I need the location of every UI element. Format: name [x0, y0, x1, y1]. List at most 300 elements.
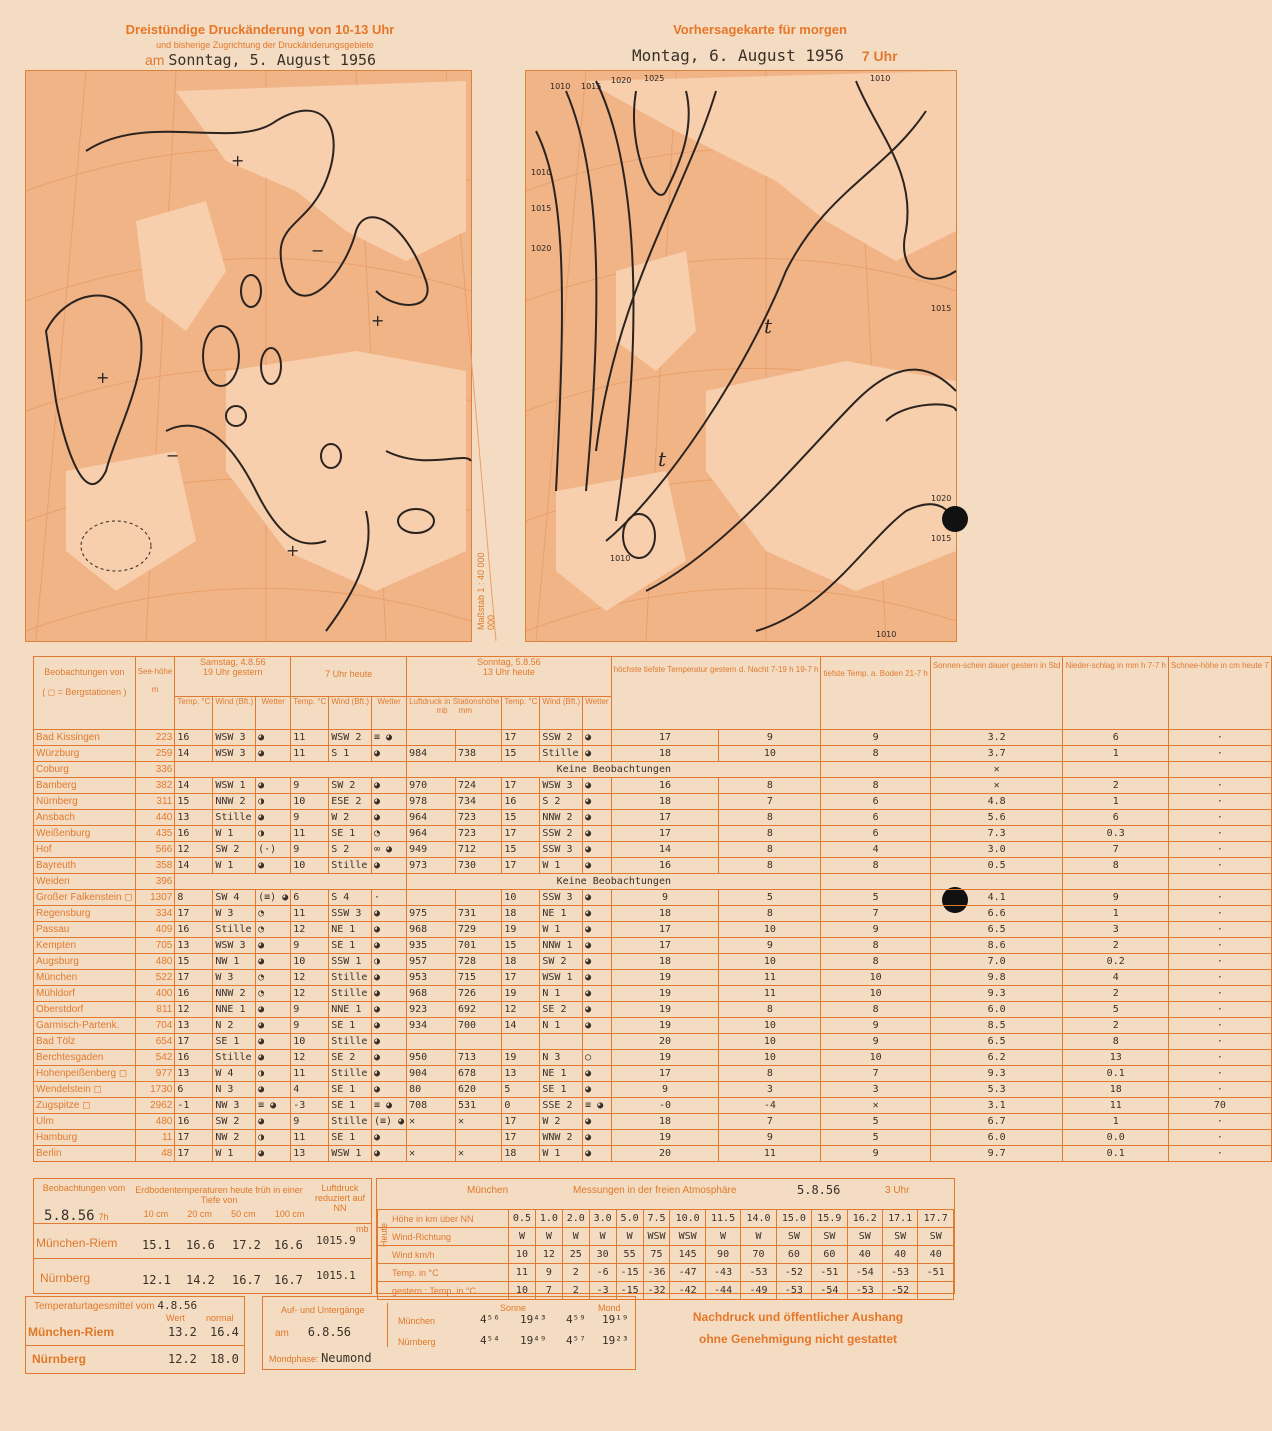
obs-cell-wx13: ◕ — [583, 1114, 611, 1130]
forecast-map-graphic — [526, 71, 956, 641]
atmos-cell: 60 — [812, 1246, 847, 1264]
obs-cell-mb: 975 — [407, 906, 456, 922]
isobar-label: 1010 — [870, 74, 891, 83]
atmos-cell: 40 — [882, 1246, 917, 1264]
sun-am: am — [275, 1328, 289, 1339]
obs-cell-tmax: 20 — [611, 1034, 719, 1050]
soil-depth-label: 50 cm — [231, 1209, 256, 1219]
obs-cell-wx19: ◔ — [256, 906, 291, 922]
isobar-label: 1020 — [931, 494, 952, 503]
obs-cell-tmax: 20 — [611, 1146, 719, 1162]
moon-set: 19²³ — [602, 1334, 629, 1347]
table-row — [34, 874, 1272, 890]
obs-cell-sun: 0.5 — [930, 858, 1063, 874]
obs-cell-elev: 480 — [135, 1114, 175, 1130]
atmos-cell: -52 — [776, 1264, 811, 1282]
obs-cell-mb: 904 — [407, 1066, 456, 1082]
obs-cell-station: Nürnberg — [34, 794, 136, 810]
obs-cell-sun: 7.3 — [930, 826, 1063, 842]
obs-cell-station: Passau — [34, 922, 136, 938]
obs-cell-wx13: ◕ — [583, 906, 611, 922]
obs-cell-wx13: ◕ — [583, 842, 611, 858]
obs-cell-t7: 12 — [291, 1050, 329, 1066]
obs-cell-wx13 — [583, 1034, 611, 1050]
obs-cell-precip: 0.1 — [1063, 1066, 1168, 1082]
reprint-notice-line1: Nachdruck und öffentlicher Aushang — [692, 1310, 904, 1324]
table-row — [34, 826, 1272, 842]
obs-cell-tmax: 19 — [611, 1002, 719, 1018]
obs-cell-tground: 6 — [821, 810, 930, 826]
svg-text:+: + — [371, 311, 385, 330]
scale-label-text: Maßstab — [476, 594, 486, 630]
obs-cell-empty — [175, 762, 407, 778]
obs-cell-wx7: · — [372, 890, 407, 906]
obs-cell-precip — [1063, 874, 1168, 890]
left-map-subtitle: und bisherige Zugrichtung der Druckänderungsgebiete — [156, 40, 374, 50]
obs-cell-t19: 15 — [175, 794, 213, 810]
obs-cell-wx7: ◕ — [372, 1050, 407, 1066]
atmos-row-label: Wind km/h — [378, 1246, 509, 1264]
obs-cell-t13: 17 — [502, 1130, 540, 1146]
obs-cell-elev: 334 — [135, 906, 175, 922]
obs-cell-w13: SSW 2 — [540, 826, 583, 842]
obs-cell-elev: 1730 — [135, 1082, 175, 1098]
obs-cell-precip: 2 — [1063, 938, 1168, 954]
obs-cell-w19: NNW 2 — [213, 794, 256, 810]
tmean-station: München-Riem — [28, 1325, 115, 1339]
obs-cell-tmin: 8 — [719, 1066, 821, 1082]
obs-cell-wx19: ◕ — [256, 1018, 291, 1034]
obs-cell-wx19: ◕ — [256, 1002, 291, 1018]
table-row — [34, 1066, 1272, 1082]
header-ground-temp: tiefste Temp. a. Boden 21-7 h — [821, 657, 930, 730]
table-row — [34, 1130, 1272, 1146]
atmos-cell: 17.1 — [882, 1210, 917, 1228]
obs-cell-tmin: 10 — [719, 746, 821, 762]
obs-cell-snow: · — [1168, 858, 1271, 874]
atmos-cell: -36 — [643, 1264, 670, 1282]
obs-cell-sun: 9.7 — [930, 1146, 1063, 1162]
obs-cell-station: Würzburg — [34, 746, 136, 762]
obs-cell-wx7: ◕ — [372, 1146, 407, 1162]
soil-value: 16.7 — [232, 1273, 261, 1287]
obs-cell-w7: SW 2 — [329, 778, 372, 794]
obs-cell-w7: Stille — [329, 1034, 372, 1050]
obs-cell-w19: W 3 — [213, 970, 256, 986]
atmos-cell: 16.2 — [847, 1210, 882, 1228]
table-row — [34, 1050, 1272, 1066]
obs-cell-tground: 8 — [821, 954, 930, 970]
obs-cell-tmax: 17 — [611, 922, 719, 938]
obs-cell-tground: 9 — [821, 922, 930, 938]
obs-cell-tmin: 9 — [719, 938, 821, 954]
obs-cell-w7: SE 1 — [329, 1130, 372, 1146]
obs-cell-wx13: ◕ — [583, 1146, 611, 1162]
table-row — [34, 922, 1272, 938]
no-observations-note: Keine Beobachtungen — [407, 762, 821, 778]
obs-cell-sun: 4.1 — [930, 890, 1063, 906]
obs-cell-station: Großer Falkenstein ◻ — [34, 890, 136, 906]
isobar-label: 1015 — [931, 304, 952, 313]
obs-cell-t7: 9 — [291, 810, 329, 826]
obs-cell-t19: 16 — [175, 1050, 213, 1066]
obs-cell-wx13: ◕ — [583, 970, 611, 986]
obs-cell-tground: 7 — [821, 906, 930, 922]
obs-cell-precip: 0.1 — [1063, 1146, 1168, 1162]
obs-cell-wx13: ◕ — [583, 730, 611, 746]
header-snow: Schnee-höhe in cm heute 7 — [1168, 657, 1271, 730]
soil-depth-label: 20 cm — [187, 1209, 212, 1219]
obs-cell-snow: · — [1168, 890, 1271, 906]
obs-cell-precip: 0.3 — [1063, 826, 1168, 842]
obs-cell-wx13: ◕ — [583, 986, 611, 1002]
obs-cell-w7: SE 1 — [329, 938, 372, 954]
obs-cell-elev: 400 — [135, 986, 175, 1002]
obs-cell-tmin: 11 — [719, 970, 821, 986]
obs-cell-w13: WSW 3 — [540, 778, 583, 794]
obs-cell-t13: 18 — [502, 1146, 540, 1162]
obs-cell-sun: 3.2 — [930, 730, 1063, 746]
obs-cell-w13: SSW 3 — [540, 890, 583, 906]
obs-cell-t19: 6 — [175, 1082, 213, 1098]
atmos-cell: -6 — [589, 1264, 616, 1282]
obs-cell-tmin: 8 — [719, 906, 821, 922]
obs-cell-mm — [455, 890, 501, 906]
obs-cell-mm: 700 — [455, 1018, 501, 1034]
obs-cell-snow: · — [1168, 1082, 1271, 1098]
obs-cell-precip: 11 — [1063, 1098, 1168, 1114]
obs-cell-mb: 957 — [407, 954, 456, 970]
isobar-label: 1010 — [610, 554, 631, 563]
atmos-cell: -54 — [812, 1282, 847, 1300]
obs-cell-sun: 3.0 — [930, 842, 1063, 858]
obs-cell-mb: 708 — [407, 1098, 456, 1114]
obs-cell-w19: N 3 — [213, 1082, 256, 1098]
obs-cell-t13: 17 — [502, 858, 540, 874]
obs-cell-tground: 4 — [821, 842, 930, 858]
obs-cell-wx7: ∞ ◕ — [372, 842, 407, 858]
obs-cell-snow: · — [1168, 1050, 1271, 1066]
svg-text:+: + — [231, 151, 245, 170]
obs-cell-elev: 48 — [135, 1146, 175, 1162]
obs-cell-w19: W 4 — [213, 1066, 256, 1082]
obs-cell-station: Weißenburg — [34, 826, 136, 842]
obs-cell-w19: W 3 — [213, 906, 256, 922]
obs-cell-tmin: 11 — [719, 986, 821, 1002]
atmos-cell: SW — [847, 1228, 882, 1246]
obs-cell-mm: 728 — [455, 954, 501, 970]
obs-cell-elev: 522 — [135, 970, 175, 986]
obs-cell-t7: 10 — [291, 954, 329, 970]
obs-cell-t7: 9 — [291, 778, 329, 794]
atmos-date: 5.8.56 — [797, 1183, 841, 1197]
obs-cell-tmin: 8 — [719, 1002, 821, 1018]
obs-cell-t19: 14 — [175, 778, 213, 794]
obs-cell-t7: 11 — [291, 1066, 329, 1082]
soil-obs-date — [44, 1207, 108, 1224]
obs-cell-elev: 977 — [135, 1066, 175, 1082]
obs-cell-tmax: 16 — [611, 778, 719, 794]
obs-cell-snow: · — [1168, 906, 1271, 922]
obs-cell-mb: 984 — [407, 746, 456, 762]
obs-cell-elev: 223 — [135, 730, 175, 746]
obs-cell-snow: · — [1168, 1002, 1271, 1018]
obs-cell-elev: 435 — [135, 826, 175, 842]
obs-cell-wx13: ◕ — [583, 858, 611, 874]
obs-cell-mm: ✕ — [455, 1146, 501, 1162]
obs-cell-w19: SW 2 — [213, 842, 256, 858]
obs-cell-t13: 17 — [502, 1114, 540, 1130]
obs-cell-tmax: 9 — [611, 1082, 719, 1098]
obs-cell-snow: · — [1168, 778, 1271, 794]
atmos-cell: -53 — [741, 1264, 776, 1282]
obs-cell-wx19: ◕ — [256, 1050, 291, 1066]
isobar-label: 1020 — [611, 76, 632, 85]
obs-cell-t19: 16 — [175, 922, 213, 938]
table-row — [34, 970, 1272, 986]
obs-cell-w19: NW 3 — [213, 1098, 256, 1114]
isobar-label: 1020 — [531, 244, 552, 253]
obs-cell-tmin: 10 — [719, 1018, 821, 1034]
atmos-cell: 15.0 — [776, 1210, 811, 1228]
soil-value: 14.2 — [186, 1273, 215, 1287]
atmos-cell: 90 — [705, 1246, 740, 1264]
obs-cell-w7: SE 2 — [329, 1050, 372, 1066]
atmos-cell: W — [616, 1228, 643, 1246]
obs-cell-tground: 8 — [821, 1002, 930, 1018]
table-row — [34, 938, 1272, 954]
isobar-label: 1015 — [531, 204, 552, 213]
atmos-cell: -52 — [882, 1282, 917, 1300]
atmos-cell: 2 — [562, 1282, 589, 1300]
soil-row — [34, 1223, 371, 1259]
svg-text:−: − — [311, 241, 325, 260]
sun-moon-grid — [387, 1303, 636, 1347]
obs-cell-wx7: ◕ — [372, 970, 407, 986]
atmos-cell: 7 — [535, 1282, 562, 1300]
obs-cell-tmax: 19 — [611, 1050, 719, 1066]
soil-pressure-header: Luftdruck reduziert auf NN — [314, 1183, 366, 1213]
atmos-row-label: Temp. in °C — [378, 1264, 509, 1282]
sun-rise: 4⁵⁴ — [480, 1334, 500, 1347]
obs-cell-station: Zugspitze ◻ — [34, 1098, 136, 1114]
obs-cell-w7: S 1 — [329, 746, 372, 762]
obs-cell-tmin: 3 — [719, 1082, 821, 1098]
obs-cell-tmax: 18 — [611, 746, 719, 762]
obs-cell-elev: 704 — [135, 1018, 175, 1034]
obs-cell-tmax: 19 — [611, 986, 719, 1002]
obs-cell-mb — [407, 730, 456, 746]
atmos-cell: -51 — [918, 1264, 954, 1282]
obs-cell-sun: 3.1 — [930, 1098, 1063, 1114]
atmos-cell: WSW — [643, 1228, 670, 1246]
obs-cell-w7: S 2 — [329, 842, 372, 858]
obs-cell-snow: · — [1168, 794, 1271, 810]
obs-cell-snow: · — [1168, 970, 1271, 986]
atmos-cell: 10 — [509, 1246, 536, 1264]
obs-cell-sun: 4.8 — [930, 794, 1063, 810]
obs-cell-sun: 6.0 — [930, 1130, 1063, 1146]
header-luftdruck: Luftdruck in Stationshöhe mb mm — [407, 696, 502, 729]
obs-cell-wx7: ≡ ◕ — [372, 1098, 407, 1114]
obs-cell-w13: SSW 3 — [540, 842, 583, 858]
obs-cell-wx13: ◕ — [583, 746, 611, 762]
obs-cell-tground: 9 — [821, 1018, 930, 1034]
obs-cell-mm: 678 — [455, 1066, 501, 1082]
atmos-cell: 3.0 — [589, 1210, 616, 1228]
obs-cell-wx19: ◕ — [256, 778, 291, 794]
obs-cell-wx13: ≡ ◕ — [583, 1098, 611, 1114]
atmos-row-label: gestern : Temp. in °C — [378, 1282, 509, 1300]
tmean-wert-label: Wert — [166, 1313, 185, 1323]
obs-cell-w13: WNW 2 — [540, 1130, 583, 1146]
obs-cell-wx7: ≡ ◕ — [372, 730, 407, 746]
obs-cell-t7: 13 — [291, 1146, 329, 1162]
obs-cell-mb — [407, 1034, 456, 1050]
obs-cell-tmin: 8 — [719, 810, 821, 826]
obs-cell-precip: 2 — [1063, 986, 1168, 1002]
isobar-label: 1010 — [550, 82, 571, 91]
obs-cell-tmin: 10 — [719, 922, 821, 938]
obs-cell-precip: 4 — [1063, 970, 1168, 986]
obs-cell-t13: 12 — [502, 1002, 540, 1018]
obs-cell-wx19: ◕ — [256, 954, 291, 970]
obs-cell-snow: 70 — [1168, 1098, 1271, 1114]
obs-cell-t13: 15 — [502, 938, 540, 954]
obs-cell-tmax: 9 — [611, 890, 719, 906]
obs-cell-wx7: ◕ — [372, 1018, 407, 1034]
obs-cell-mb: 923 — [407, 1002, 456, 1018]
obs-cell-w7: SE 1 — [329, 826, 372, 842]
obs-cell-w13: NNW 1 — [540, 938, 583, 954]
obs-cell-mb: 968 — [407, 922, 456, 938]
atmos-cell: -47 — [670, 1264, 705, 1282]
header-station: Beobachtungen von ( ◻ = Bergstationen ) — [34, 657, 136, 730]
obs-cell-sun: 8.6 — [930, 938, 1063, 954]
obs-cell-mm: 723 — [455, 826, 501, 842]
atmos-cell: -15 — [616, 1282, 643, 1300]
obs-cell-w19: WSW 3 — [213, 746, 256, 762]
header-wind: Wind (Bft.) — [213, 696, 256, 729]
obs-cell-mb: 968 — [407, 986, 456, 1002]
obs-cell-t19: 13 — [175, 810, 213, 826]
obs-cell-t7: 9 — [291, 842, 329, 858]
atmos-time: 3 Uhr — [885, 1185, 910, 1196]
obs-cell-t7: -3 — [291, 1098, 329, 1114]
atmos-cell — [918, 1282, 954, 1300]
atmos-cell: 9 — [535, 1264, 562, 1282]
obs-cell-wx19: ◕ — [256, 810, 291, 826]
obs-cell-t7: 6 — [291, 890, 329, 906]
header-seehoehe: See-höhe m — [135, 657, 175, 730]
atmos-cell: SW — [882, 1228, 917, 1246]
obs-cell-mm: 713 — [455, 1050, 501, 1066]
obs-cell-wx7: (≡) ◕ — [372, 1114, 407, 1130]
atmos-cell: W — [535, 1228, 562, 1246]
obs-cell-mb: 973 — [407, 858, 456, 874]
punch-hole-icon — [942, 506, 968, 532]
obs-cell-station: Weiden — [34, 874, 136, 890]
obs-cell-snow: · — [1168, 1114, 1271, 1130]
obs-cell-tground: 6 — [821, 826, 930, 842]
obs-cell-t7: 12 — [291, 986, 329, 1002]
obs-cell-t13: 19 — [502, 986, 540, 1002]
obs-cell-wx7: ◔ — [372, 826, 407, 842]
obs-cell-wx7: ◕ — [372, 1130, 407, 1146]
obs-cell-station: Oberstdorf — [34, 1002, 136, 1018]
obs-cell-tmax: 18 — [611, 906, 719, 922]
obs-cell-tmin: 10 — [719, 1034, 821, 1050]
atmos-cell: -32 — [643, 1282, 670, 1300]
obs-cell-tmin: 8 — [719, 826, 821, 842]
obs-cell-wx19: (·) — [256, 842, 291, 858]
reprint-notice-line2: ohne Genehmigung nicht gestattet — [698, 1332, 897, 1346]
obs-cell-tmax: 18 — [611, 954, 719, 970]
table-row — [34, 858, 1272, 874]
obs-cell-sun: ✕ — [930, 778, 1063, 794]
obs-cell-t19: -1 — [175, 1098, 213, 1114]
svg-text:+: + — [286, 541, 300, 560]
obs-cell-tmin: 5 — [719, 890, 821, 906]
obs-cell-w13: NE 1 — [540, 1066, 583, 1082]
obs-cell-w7: NE 1 — [329, 922, 372, 938]
obs-cell-w19: N 2 — [213, 1018, 256, 1034]
svg-text:−: − — [166, 446, 180, 465]
header-wetter: Wetter — [256, 696, 291, 729]
obs-cell-w7: WSW 1 — [329, 1146, 372, 1162]
obs-cell-sun: 5.3 — [930, 1082, 1063, 1098]
obs-cell-t13: 17 — [502, 730, 540, 746]
svg-text:+: + — [96, 368, 110, 387]
obs-cell-station: München — [34, 970, 136, 986]
obs-cell-station: Bad Tölz — [34, 1034, 136, 1050]
atmos-cell: -53 — [776, 1282, 811, 1300]
obs-cell-wx13: ◕ — [583, 794, 611, 810]
header-temperature: höchste tiefste Temperatur gestern d. Nacht 7-19 h 19-7 h — [611, 657, 821, 730]
obs-cell-w19: Stille — [213, 810, 256, 826]
obs-cell-tground: 10 — [821, 1050, 930, 1066]
obs-cell-w7: SSW 1 — [329, 954, 372, 970]
obs-cell-t13: 14 — [502, 1018, 540, 1034]
obs-cell-tmax: 14 — [611, 842, 719, 858]
table-row — [34, 906, 1272, 922]
obs-cell-w7: WSW 2 — [329, 730, 372, 746]
obs-cell-t7: 11 — [291, 826, 329, 842]
svg-text:t: t — [658, 447, 667, 471]
obs-cell-w7: SE 1 — [329, 1018, 372, 1034]
header-temp: Temp. °C — [291, 696, 329, 729]
atmos-cell: 75 — [643, 1246, 670, 1264]
obs-cell-wx19: ◔ — [256, 922, 291, 938]
obs-cell-w13: SSE 2 — [540, 1098, 583, 1114]
obs-cell-wx13: ◕ — [583, 1002, 611, 1018]
obs-cell-sun: 6.5 — [930, 1034, 1063, 1050]
obs-cell-tground: 8 — [821, 858, 930, 874]
obs-cell-wx13: ◕ — [583, 826, 611, 842]
obs-cell-tground: 5 — [821, 890, 930, 906]
atmos-cell: W — [589, 1228, 616, 1246]
obs-cell-sun: 6.0 — [930, 1002, 1063, 1018]
right-map-title: Vorhersagekarte für morgen — [673, 22, 847, 37]
obs-cell-wx13: ◕ — [583, 1018, 611, 1034]
right-map-date — [632, 46, 932, 65]
obs-cell-wx13: ◕ — [583, 890, 611, 906]
obs-cell-t19: 13 — [175, 938, 213, 954]
obs-cell-t19: 13 — [175, 1066, 213, 1082]
soil-value: 17.2 — [232, 1238, 261, 1252]
obs-cell-sun: 8.5 — [930, 1018, 1063, 1034]
obs-cell-t19: 16 — [175, 730, 213, 746]
